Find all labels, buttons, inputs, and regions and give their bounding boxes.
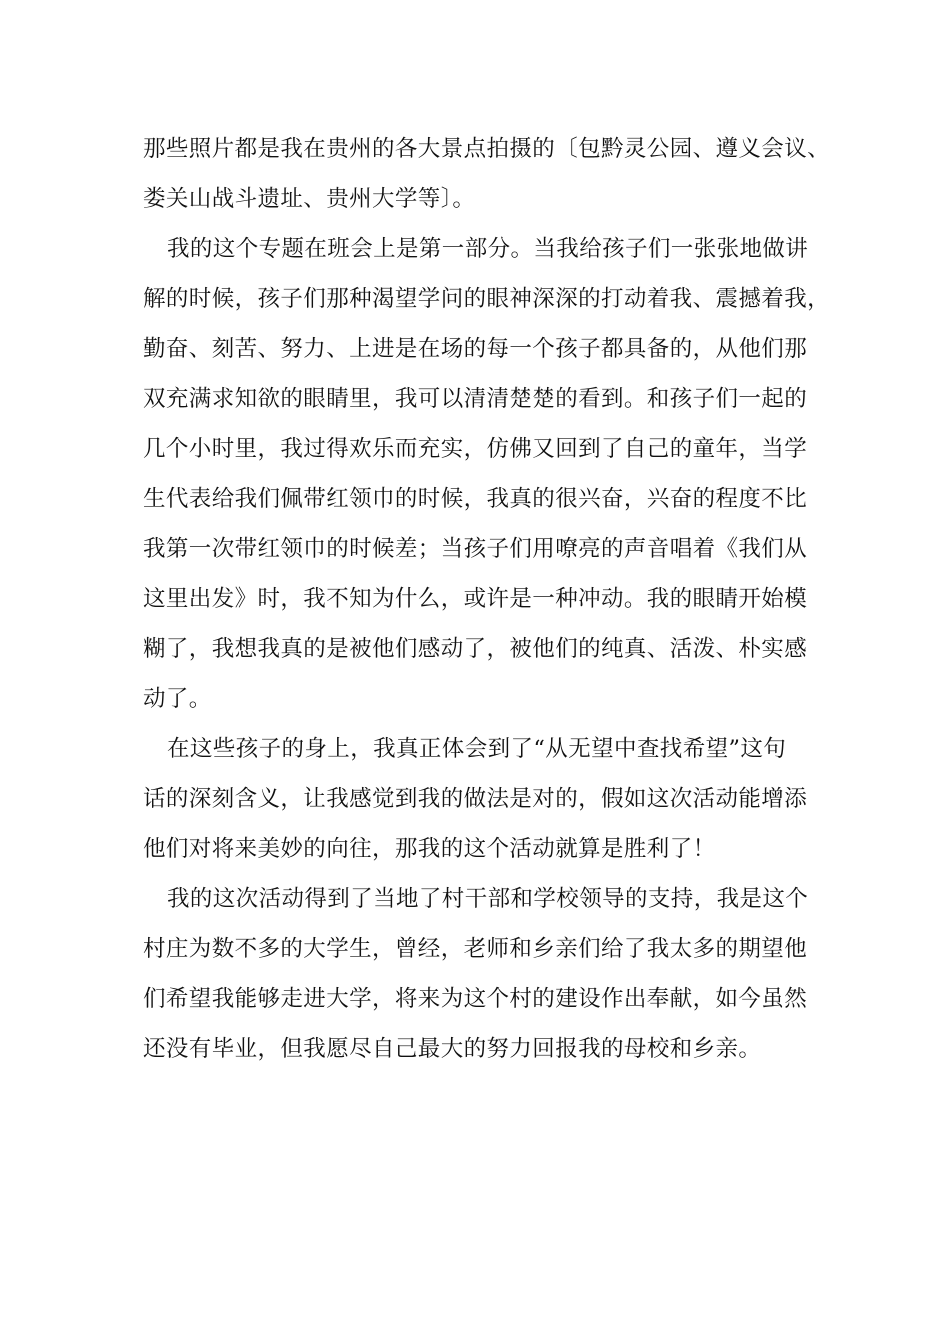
text-line: 我的这次活动得到了当地了村干部和学校领导的支持，我是这个 — [167, 886, 809, 912]
paragraph-4 — [143, 874, 843, 1074]
text-line: 他们对将来美妙的向往，那我的这个活动就算是胜利了！ — [143, 836, 716, 862]
text-line: 我第一次带红领巾的时候差；当孩子们用嘹亮的声音唱着《我们从 — [143, 536, 808, 562]
text-line: 我的这个专题在班会上是第一部分。当我给孩子们一张张地做讲 — [167, 236, 809, 262]
paragraph-2 — [143, 224, 843, 724]
text-line: 生代表给我们佩带红领巾的时候，我真的很兴奋，兴奋的程度不比 — [143, 486, 808, 512]
text-line: 娄关山战斗遗址、贵州大学等〕。 — [143, 186, 476, 212]
text-line: 双充满求知欲的眼睛里，我可以清清楚楚的看到。和孩子们一起的 — [143, 386, 808, 412]
text-line: 村庄为数不多的大学生，曾经，老师和乡亲们给了我太多的期望他 — [143, 936, 808, 962]
paragraph-3 — [143, 724, 843, 874]
text-line: 勤奋、刻苦、努力、上进是在场的每一个孩子都具备的，从他们那 — [143, 336, 808, 362]
text-line: 在这些孩子的身上，我真正体会到了“从无望中查找希望”这句 — [167, 736, 787, 762]
text-line: 动了。 — [143, 686, 212, 712]
paragraph-1 — [143, 124, 843, 224]
text-line: 糊了，我想我真的是被他们感动了，被他们的纯真、活泼、朴实感 — [143, 636, 808, 662]
text-line: 几个小时里，我过得欢乐而充实，仿佛又回到了自己的童年，当学 — [143, 436, 808, 462]
text-line: 还没有毕业，但我愿尽自己最大的努力回报我的母校和乡亲。 — [143, 1036, 762, 1062]
text-line: 们希望我能够走进大学，将来为这个村的建设作出奉献，如今虽然 — [143, 986, 808, 1012]
text-line: 那些照片都是我在贵州的各大景点拍摄的〔包黔灵公园、遵义会议、 — [143, 136, 831, 162]
text-line: 话的深刻含义，让我感觉到我的做法是对的，假如这次活动能增添 — [143, 786, 808, 812]
text-line: 解的时候，孩子们那种渴望学问的眼神深深的打动着我、震撼着我， — [143, 286, 831, 312]
document-body — [143, 124, 843, 1074]
text-line: 这里出发》时，我不知为什么，或许是一种冲动。我的眼睛开始模 — [143, 586, 808, 612]
